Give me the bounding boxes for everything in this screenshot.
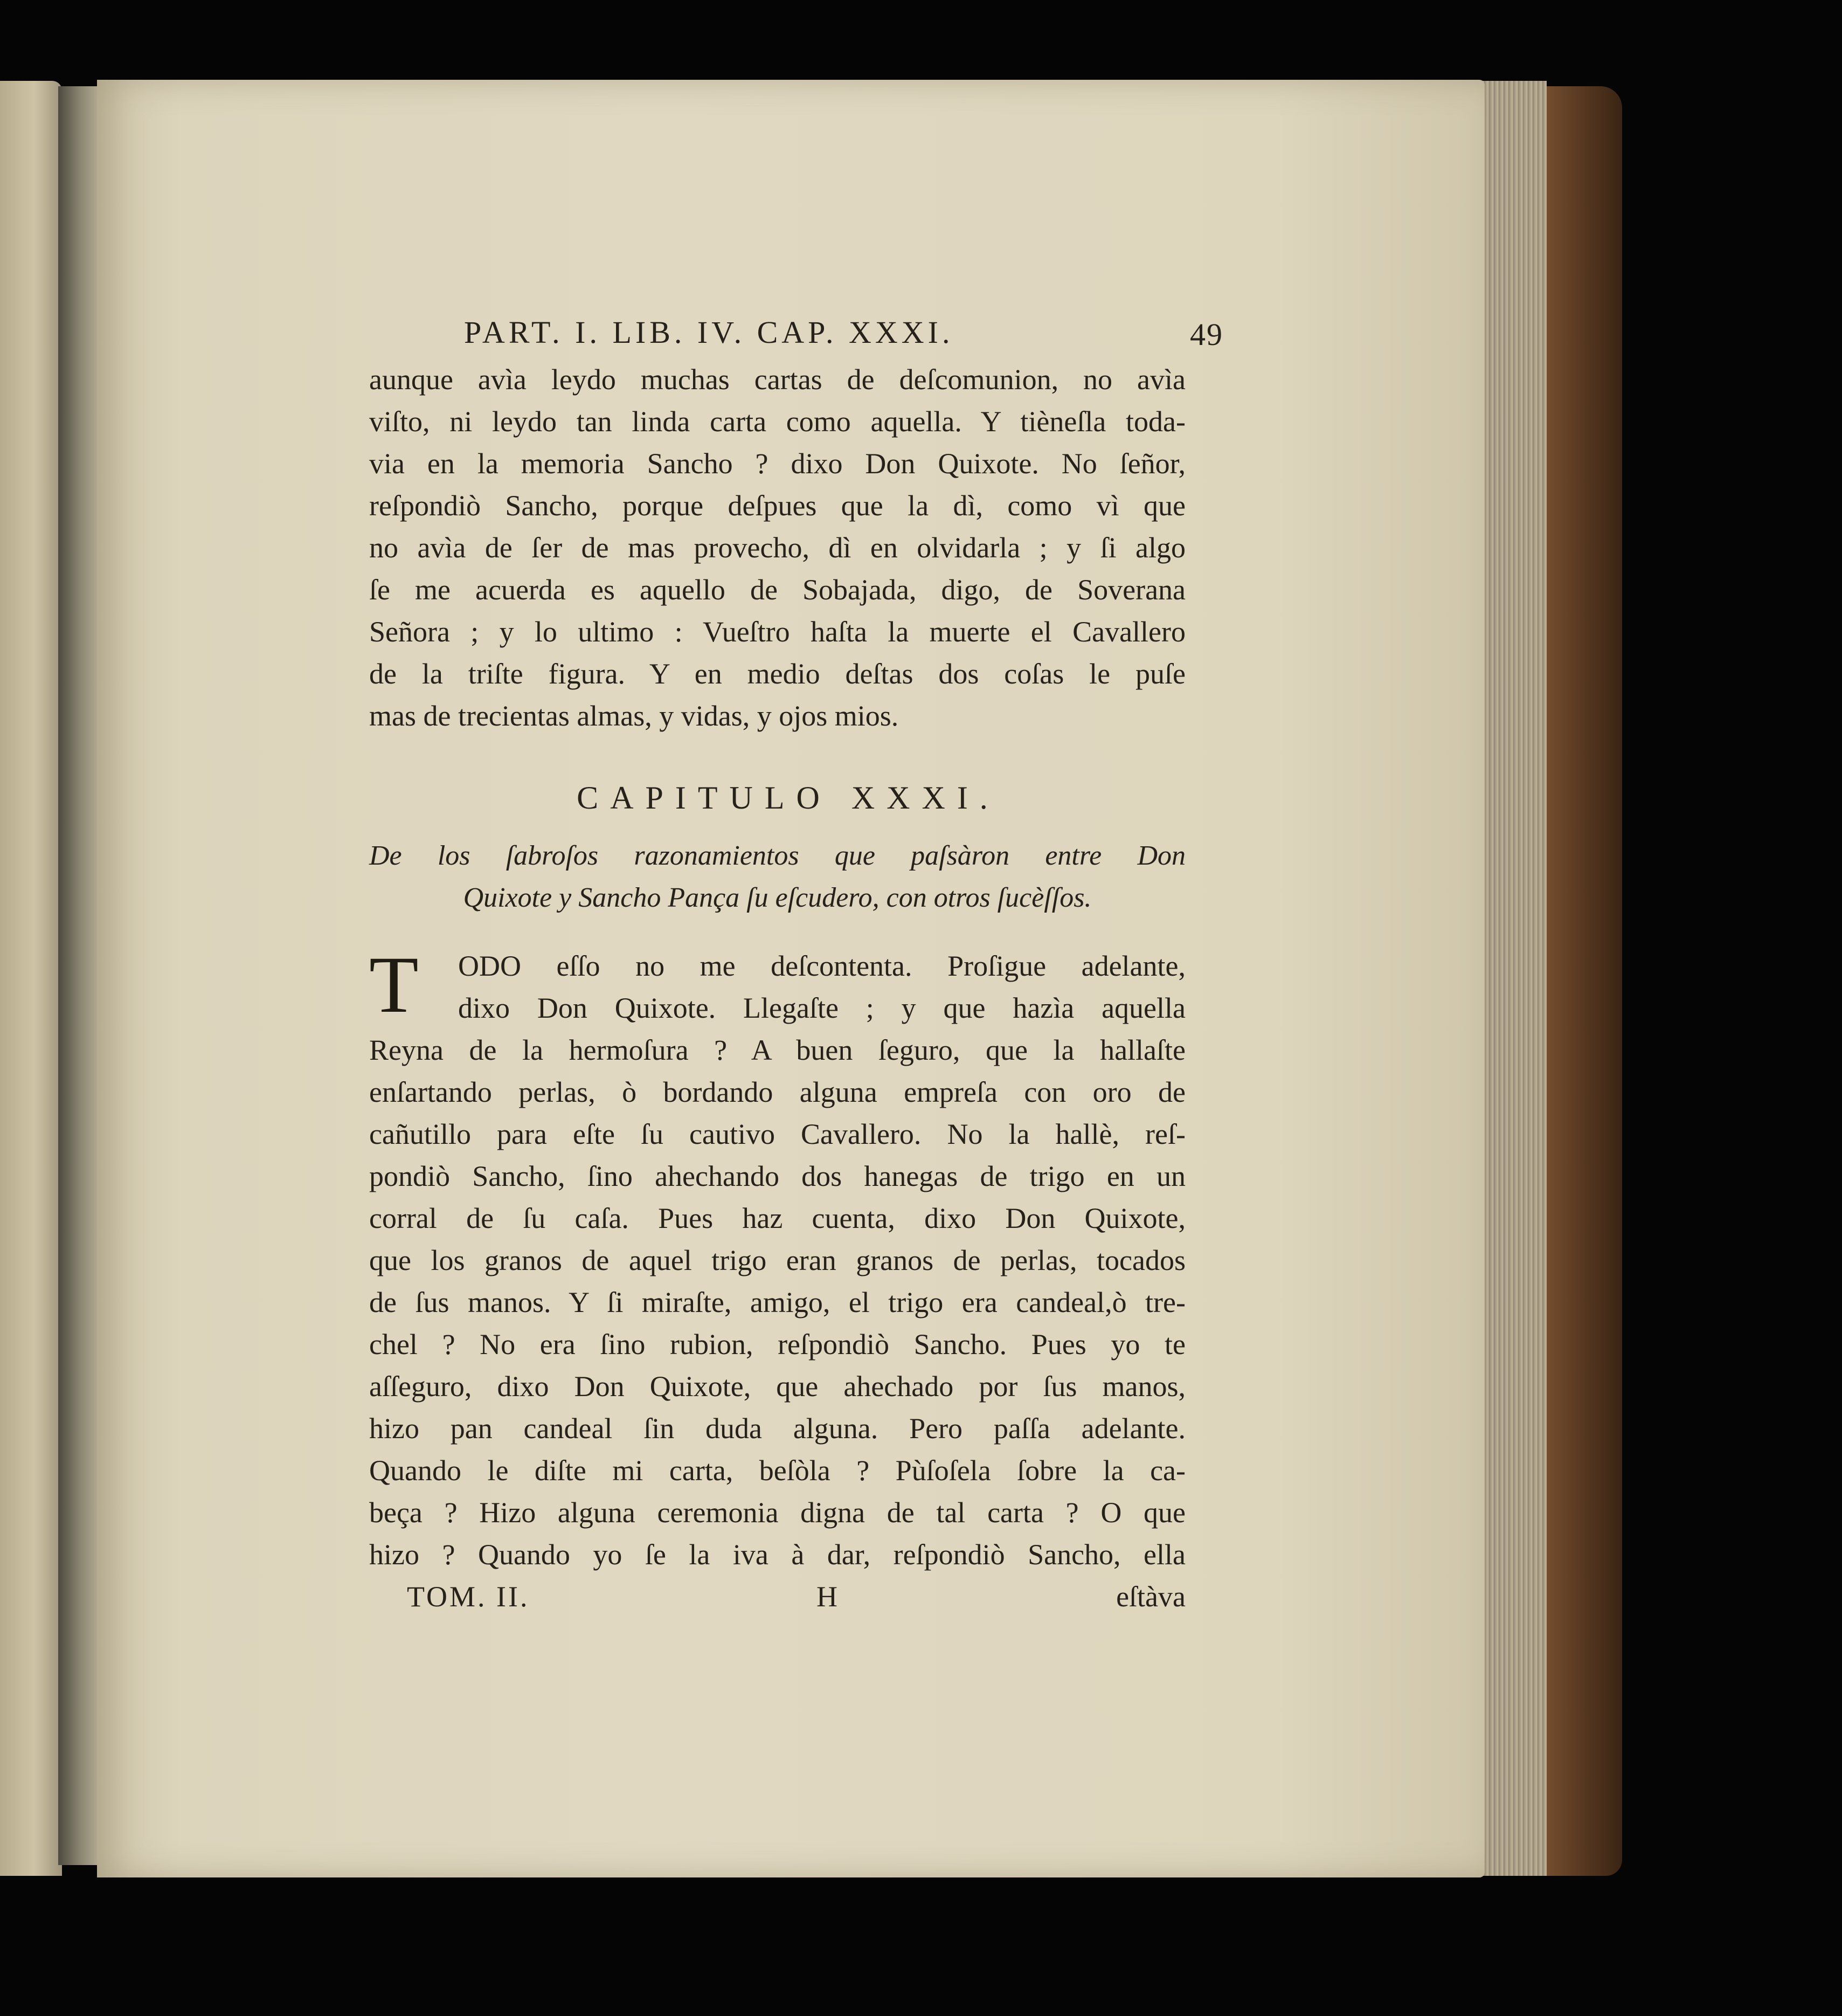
text-line: Señora ; y lo ultimo : Vueſtro haſta la muerte el Cavallero — [369, 616, 1186, 648]
text-line: hizo pan candeal ſin duda alguna. Pero paſſa adelante. — [369, 1412, 1186, 1445]
text-line: Reyna de la hermoſura ? A buen ſeguro, que la hallaſte — [369, 1034, 1186, 1066]
text-line: beça ? Hizo alguna ceremonia digna de tal carta ? O que — [369, 1496, 1186, 1529]
text-line: cañutillo para eſte ſu cautivo Cavallero. No la hallè, reſ- — [369, 1118, 1186, 1150]
text-line: chel ? No era ſino rubion, reſpondiò Sancho. Pues yo te — [369, 1328, 1186, 1361]
chapter-subtitle — [369, 835, 1186, 919]
text-line: no avìa de ſer de mas provecho, dì en olvidarla ; y ſi algo — [369, 531, 1186, 564]
page-footer — [369, 1576, 1186, 1618]
running-head — [369, 309, 1223, 358]
catchword: eſtàva — [1116, 1580, 1186, 1613]
text-line: pondiò Sancho, ſino ahechando dos hanegas de trigo en un — [369, 1160, 1186, 1192]
subtitle-line: Quixote y Sancho Pança ſu eſcudero, con otros ſucèſſos. — [463, 882, 1092, 913]
text-line: de la triſte figura. Y en medio deſtas dos coſas le puſe — [369, 658, 1186, 690]
subtitle-line: De los ſabroſos razonamientos que paſsàron entre Don — [369, 840, 1186, 871]
text-line: dixo Don Quixote. Llegaſte ; y que hazìa aquella — [458, 992, 1186, 1024]
text-line: hizo ? Quando yo ſe la iva à dar, reſpondiò Sancho, ella — [369, 1538, 1186, 1571]
text-line: viſto, ni leydo tan linda carta como aquella. Y tièneſla toda- — [369, 405, 1186, 438]
book-page — [97, 80, 1485, 1877]
opening-paragraph — [369, 358, 1186, 737]
text-line: ſe me acuerda es aquello de Sobajada, digo, de Soverana — [369, 574, 1186, 606]
running-head-title: PART. I. LIB. IV. CAP. XXXI. — [464, 315, 954, 350]
page-fore-edge — [1477, 81, 1547, 1876]
text-line: reſpondiò Sancho, porque deſpues que la dì, como vì que — [369, 489, 1186, 522]
chapter-heading: CAPITULO XXXI. — [577, 780, 1000, 816]
left-facing-page — [0, 81, 62, 1876]
text-line: que los granos de aquel trigo eran granos de perlas, tocados — [369, 1244, 1186, 1276]
text-line: ODO eſſo no me deſcontenta. Proſigue adelante, — [458, 950, 1186, 982]
text-line: aſſeguro, dixo Don Quixote, que ahechado por ſus manos, — [369, 1370, 1186, 1403]
chapter-body — [369, 940, 1186, 1576]
text-line: via en la memoria Sancho ? dixo Don Quixote. No ſeñor, — [369, 447, 1186, 480]
text-line: enſartando perlas, ò bordando alguna empreſa con oro de — [369, 1076, 1186, 1108]
text-line: mas de trecientas almas, y vidas, y ojos mios. — [369, 700, 899, 732]
signature-mark: H — [816, 1580, 837, 1613]
text-line: Quando le diſte mi carta, beſòla ? Pùſoſela ſobre la ca- — [369, 1454, 1186, 1487]
text-line: aunque avìa leydo muchas cartas de deſcomunion, no avìa — [369, 363, 1186, 396]
page-number: 49 — [1190, 317, 1223, 352]
drop-cap: T — [369, 940, 419, 1030]
text-block — [369, 309, 1223, 1618]
text-line: corral de ſu caſa. Pues haz cuenta, dixo Don Quixote, — [369, 1202, 1186, 1234]
tome-label: TOM. II. — [407, 1580, 530, 1613]
text-line: de ſus manos. Y ſi miraſte, amigo, el trigo era candeal,ò tre- — [369, 1286, 1186, 1318]
